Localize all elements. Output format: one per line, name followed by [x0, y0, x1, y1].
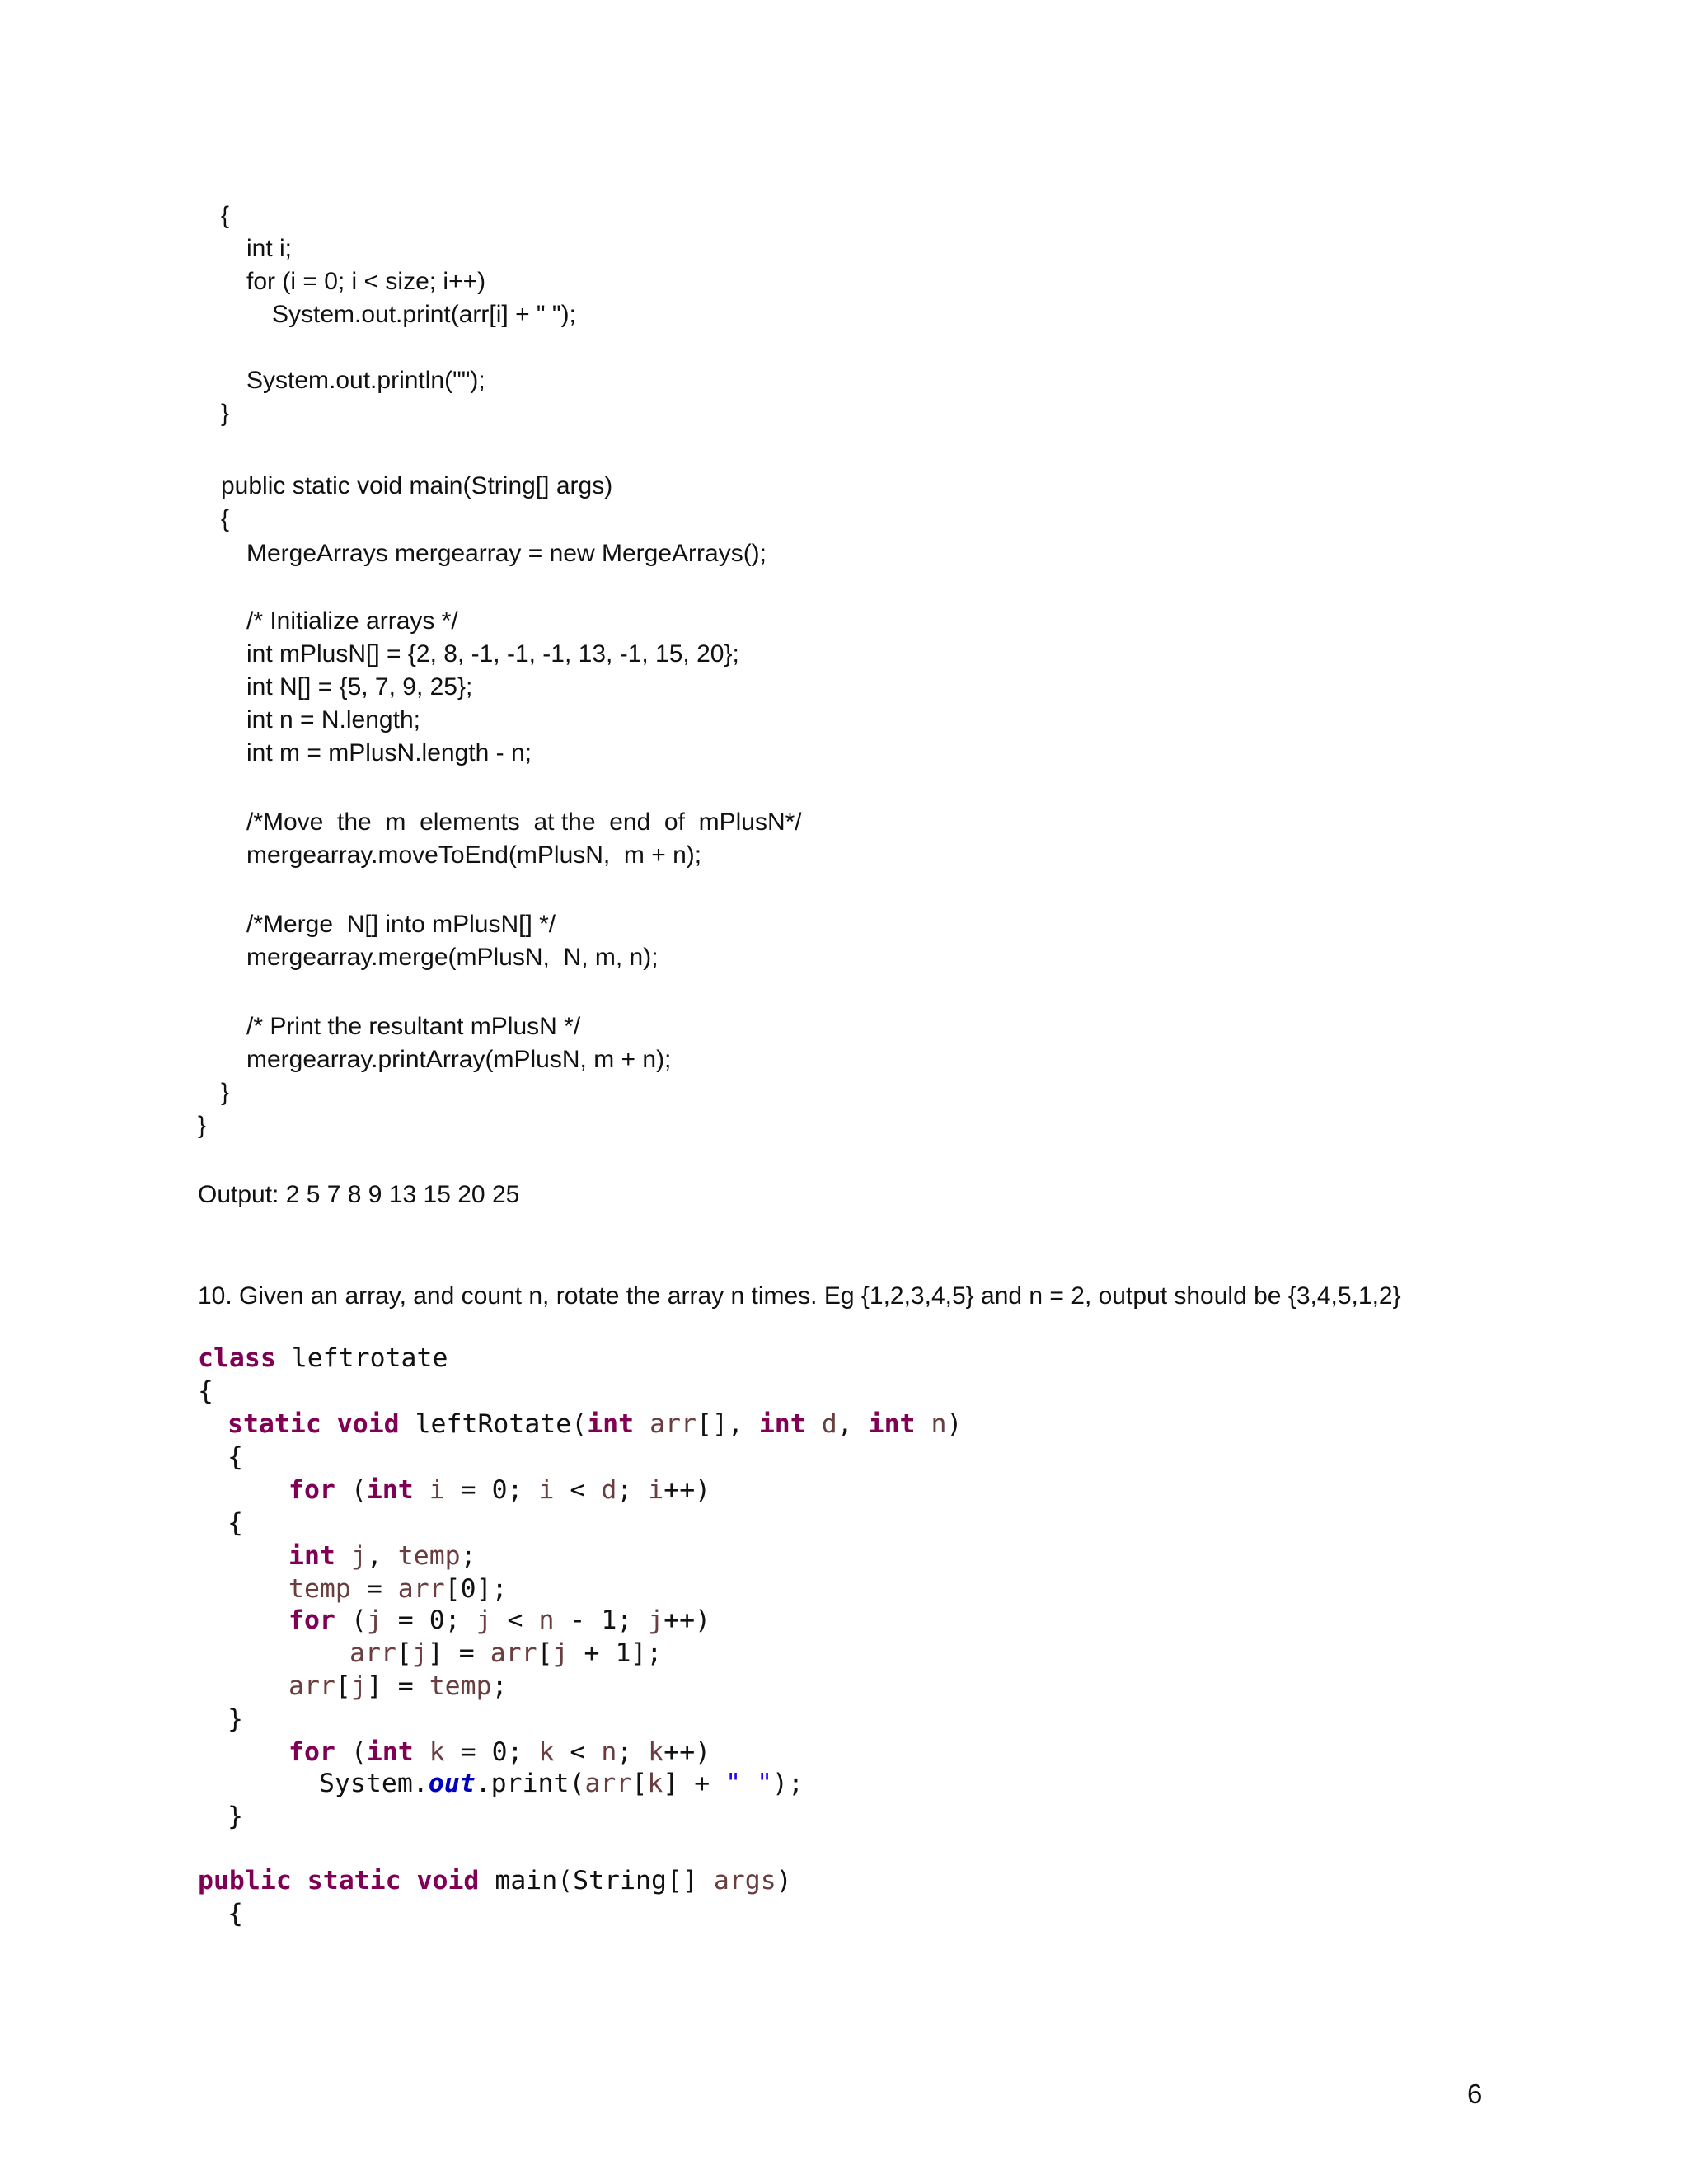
code-line: {: [227, 1442, 243, 1472]
code-line: int N[] = {5, 7, 9, 25};: [246, 673, 473, 701]
code-line: }: [221, 400, 230, 427]
code-comment: /*Merge N[] into mPlusN[] */: [246, 911, 556, 938]
code-line: int n = N.length;: [246, 706, 420, 733]
code-comment: /*Move the m elements at the end of mPlusN*/: [246, 808, 802, 836]
page-number: 6: [1467, 2079, 1483, 2109]
code-line: System.out.print(arr[i] + " ");: [272, 301, 576, 328]
code-line: }: [227, 1704, 243, 1734]
code-line: arr[j] = temp;: [288, 1671, 508, 1701]
code-line: for (i = 0; i < size; i++): [246, 268, 486, 295]
code-line-main: public static void main(String[] args): [198, 1866, 792, 1896]
code-line-print: System.out.print(arr[k] + " ");: [319, 1769, 804, 1798]
question-10-text: 10. Given an array, and count n, rotate the array n times. Eg {1,2,3,4,5} and n = 2, output should be {3,4,5,1,2}: [198, 1282, 1401, 1310]
code-line: {: [221, 505, 230, 532]
code-line: {: [221, 202, 230, 229]
code-line: int mPlusN[] = {2, 8, -1, -1, -1, 13, -1, 15, 20};: [246, 640, 739, 668]
code-line: }: [198, 1112, 207, 1139]
code-line: {: [227, 1899, 243, 1929]
code-line: }: [227, 1802, 243, 1831]
code-comment: /* Print the resultant mPlusN */: [246, 1013, 581, 1040]
code-line-for: for (int i = 0; i < d; i++): [288, 1475, 711, 1505]
code-line: MergeArrays mergearray = new MergeArrays();: [246, 540, 767, 567]
code-line: public static void main(String[] args): [221, 472, 613, 499]
output-line: Output: 2 5 7 8 9 13 15 20 25: [198, 1181, 520, 1208]
code-line: {: [227, 1508, 243, 1538]
code-line: {: [198, 1376, 213, 1406]
code-line-class: class leftrotate: [198, 1343, 448, 1373]
code-line: int m = mPlusN.length - n;: [246, 739, 532, 766]
code-line: }: [221, 1079, 230, 1106]
code-line-method: static void leftRotate(int arr[], int d, int n): [227, 1409, 963, 1439]
code-line-for: for (int k = 0; k < n; k++): [288, 1737, 711, 1767]
code-line: System.out.println("");: [246, 367, 485, 394]
code-comment: /* Initialize arrays */: [246, 607, 458, 635]
code-line: int j, temp;: [288, 1541, 476, 1571]
code-line: int i;: [246, 235, 293, 262]
code-line: mergearray.printArray(mPlusN, m + n);: [246, 1046, 672, 1073]
code-line-for: for (j = 0; j < n - 1; j++): [288, 1605, 711, 1635]
code-line: mergearray.merge(mPlusN, N, m, n);: [246, 944, 659, 971]
code-line: mergearray.moveToEnd(mPlusN, m + n);: [246, 841, 702, 869]
code-line: temp = arr[0];: [288, 1574, 508, 1604]
code-line: arr[j] = arr[j + 1];: [349, 1638, 663, 1668]
